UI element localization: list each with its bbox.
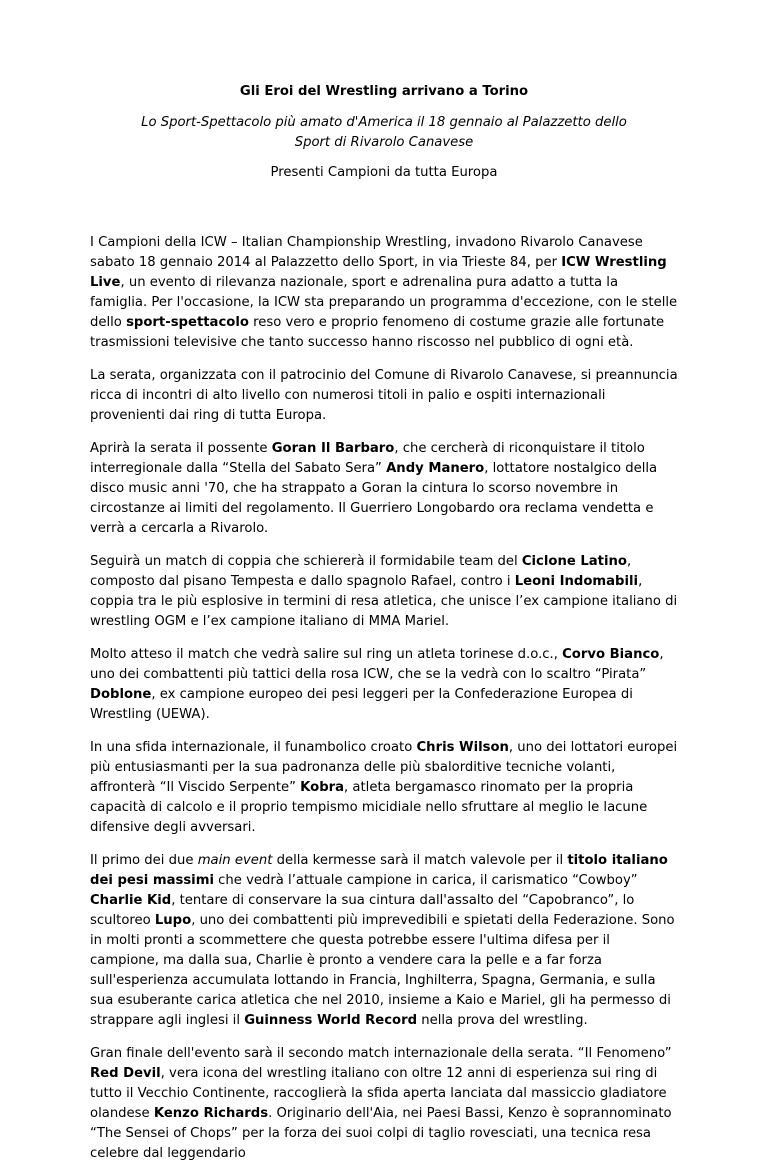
paragraph-match-coppia: Seguirà un match di coppia che schiererà il formidabile team del Ciclone Latino, composto dal pisano Tempesta e dallo spagnolo Rafael, contro i Leoni Indomabili, coppia tra le più esplosive in termini di resa atletica, che unisce l’ex campione italiano di wrestling OGM e l’ex campione italiano di MMA Mariel. bbox=[90, 554, 678, 629]
document-tagline: Presenti Campioni da tutta Europa bbox=[270, 165, 498, 180]
paragraph-intro: I Campioni della ICW – Italian Championship Wrestling, invadono Rivarolo Canavese sabato 18 gennaio 2014 al Palazzetto dello Sport, in via Trieste 84, per ICW Wrestling Live, un evento di rilevanza nazionale, sport e adrenalina pura adatto a tutta la famiglia. Per l'occasione, la ICW sta preparando un programma d'eccezione, con le stelle dello sport-spettacolo reso vero e proprio fenomeno di costume grazie alle fortunate trasmissioni televisive che tanto successo hanno riscosso nel pubblico di ogni età. bbox=[90, 235, 678, 350]
paragraph-match-wilson: In una sfida internazionale, il funambolico croato Chris Wilson, uno dei lottatori europei più entusiasmanti per la sua padronanza delle più sbalorditive tecniche volanti, affronterà “Il Viscido Serpente” Kobra, atleta bergamasco rinomato per la propria capacità di calcolo e il proprio tempismo micidiale nello sfruttare al meglio le lacune difensive degli avversari. bbox=[90, 740, 678, 835]
document-title: Gli Eroi del Wrestling arrivano a Torino bbox=[239, 84, 529, 99]
paragraph-match-corvo: Molto atteso il match che vedrà salire sul ring un atleta torinese d.o.c., Corvo Bianco, uno dei combattenti più tattici della rosa ICW, che se la vedrà con lo scaltro “Pirata” Doblone, ex campione europeo dei pesi leggeri per la Confederazione Europea di Wrestling (UEWA). bbox=[90, 647, 664, 722]
paragraph-main-event-1: Il primo dei due main event della kermesse sarà il match valevole per il titolo italiano dei pesi massimi che vedrà l’attuale campione in carica, il carismatico “Cowboy” Charlie Kid, tentare di conservare la sua cintura dall'assalto del “Capobranco”, lo scultoreo Lupo, uno dei combattenti più imprevedibili e spietati della Federazione. Sono in molti pronti a scommettere che questa potrebbe essere l'ultima difesa per il campione, ma dalla sua, Charlie è pronto a vendere cara la pelle e a far forza sull'esperienza accumulata lottando in Francia, Inghilterra, Spagna, Germania, e sulla sua esuberante carica atletica che nel 2010, insieme a Kaio e Mariel, gli ha permesso di strappare agli inglesi il Guinness World Record nella prova del wrestling. bbox=[90, 853, 675, 1028]
paragraph-gran-finale: Gran finale dell'evento sarà il secondo match internazionale della serata. “Il Fenomeno” Red Devil, vera icona del wrestling italiano con oltre 12 anni di esperienza sui ring di tutto il Vecchio Continente, raccoglierà la sfida aperta lanciata dal massiccio gladiatore olandese Kenzo Richards. Originario dell'Aia, nei Paesi Bassi, Kenzo è soprannominato “The Sensei of Chops” per la forza dei suoi colpi di taglio rovesciati, una tecnica resa celebre dal leggendario bbox=[90, 1046, 672, 1161]
paragraph-patrocinio: La serata, organizzata con il patrocinio del Comune di Rivarolo Canavese, si preannuncia ricca di incontri di alto livello con numerosi titoli in palio e ospiti internazionali provenienti dai ring di tutta Europa. bbox=[90, 368, 678, 423]
document-subtitle: Lo Sport-Spettacolo più amato d'America il 18 gennaio al Palazzetto dello Sport di Rivarolo Canavese bbox=[141, 115, 627, 150]
paragraph-match-goran: Aprirà la serata il possente Goran Il Barbaro, che cercherà di riconquistare il titolo interregionale dalla “Stella del Sabato Sera” Andy Manero, lottatore nostalgico della disco music anni '70, che ha strappato a Goran la cintura lo scorso novembre in circostanze ai limiti del regolamento. Il Guerriero Longobardo ora reclama vendetta e verrà a cercarla a Rivarolo. bbox=[90, 441, 658, 536]
